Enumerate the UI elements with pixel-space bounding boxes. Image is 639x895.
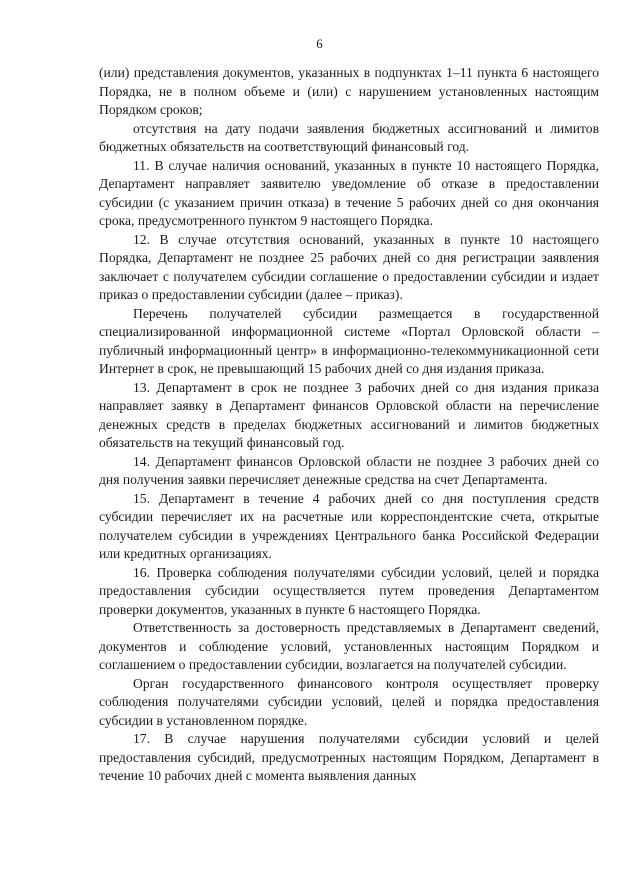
paragraph-no-budget: отсутствия на дату подачи заявления бюджетных ассигнований и лимитов бюджетных обязательств на соответствующий финансовый год.	[99, 120, 599, 154]
paragraph-13: 13. Департамент в срок не позднее 3 рабочих дней со дня издания приказа направляет заявку в Департамент финансов Орловской области на перечисление денежных средств в пределах бюджетных ассигнований и лимитов бюджетных обязательств на текущий финансовый год.	[99, 379, 599, 450]
paragraph-17: 17. В случае нарушения получателями субсидии условий и целей предоставления субсидий, предусмотренных настоящим Порядком, Департамент в течение 10 рабочих дней с момента выявления данных	[99, 731, 599, 783]
paragraph-11: 11. В случае наличия оснований, указанных в пункте 10 настоящего Порядка, Департамент направляет заявителю уведомление об отказе в предоставлении субсидии (с указанием причин отказа) в течение 5 рабочих дней со дня окончания срока, предусмотренного пунктом 9 настоящего Порядка.	[99, 157, 599, 228]
paragraph-16: 16. Проверка соблюдения получателями субсидии условий, целей и порядка предоставления субсидии осуществляется путем проведения Департаментом проверки документов, указанных в пункте 6 настоящего Порядка.	[99, 564, 599, 617]
paragraph-recipients-list: Перечень получателей субсидии размещается в государственной специализированной информационной системе «Портал Орловской области – публичный информационный центр» в информационно-телекоммуникационной сети Интернет в срок, не превышающий 15 рабочих дней со дня издания приказа.	[99, 305, 599, 376]
paragraph-financial-control: Орган государственного финансового контроля осуществляет проверку соблюдения получателями субсидии условий, целей и порядка предоставления субсидии в установленном порядке.	[99, 675, 599, 728]
paragraph-14: 14. Департамент финансов Орловской области не позднее 3 рабочих дней со дня получения заявки перечисляет денежные средства на счет Департамента.	[99, 453, 599, 487]
paragraph-continuation: (или) представления документов, указанных в подпунктах 1–11 пункта 6 настоящего Порядка, не в полном объеме и (или) с нарушением установленных настоящим Порядком сроков;	[99, 65, 599, 117]
paragraph-responsibility: Ответственность за достоверность представляемых в Департамент сведений, документов и соблюдение условий, установленных настоящим Порядком и соглашением о предоставлении субсидии, возлагается на получателей субсидии.	[99, 620, 599, 672]
paragraph-15: 15. Департамент в течение 4 рабочих дней со дня поступления средств субсидии перечисляет их на расчетные или корреспондентские счета, открытые получателем субсидии в учреждениях Центрального банка Российской Федерации или кредитных организациях.	[99, 490, 599, 561]
document-body	[99, 64, 599, 786]
paragraph-12: 12. В случае отсутствия оснований, указанных в пункте 10 настоящего Порядка, Департамент не позднее 25 рабочих дней со дня регистрации заявления заключает с получателем субсидии соглашение о предоставлении субсидии и издает приказ о предоставлении субсидии (далее – приказ).	[99, 231, 599, 302]
page-number: 6	[316, 36, 323, 51]
